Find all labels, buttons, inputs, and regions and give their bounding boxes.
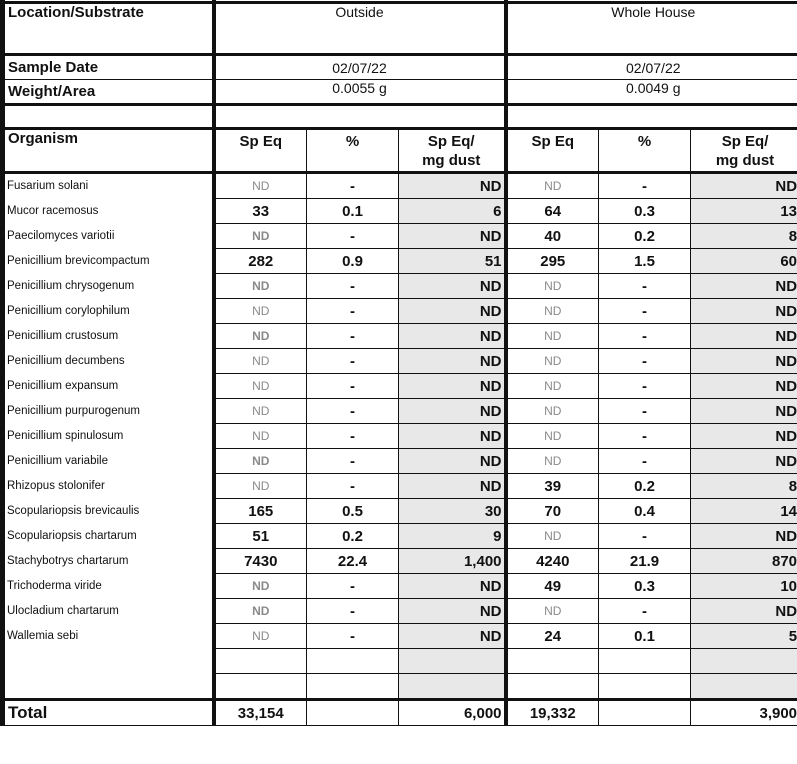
- sample1-percent: -: [307, 624, 399, 649]
- sample1-speq: ND: [214, 173, 307, 199]
- location-row: [3, 3, 797, 55]
- organism-name: Fusarium solani: [3, 173, 214, 199]
- sample2-density: 60: [691, 249, 797, 274]
- sample2-percent: 0.4: [599, 499, 691, 524]
- sample1-density: ND: [399, 624, 506, 649]
- sample1-density: 30: [399, 499, 506, 524]
- organism-name: Scopulariopsis chartarum: [3, 524, 214, 549]
- weight-row: [3, 80, 797, 105]
- location-label: Location/Substrate: [3, 3, 214, 55]
- sample2-speq: ND: [506, 299, 599, 324]
- sample1-percent: -: [307, 399, 399, 424]
- table-row: [3, 624, 797, 649]
- sample2-percent: -: [599, 274, 691, 299]
- sample-date-row: [3, 55, 797, 80]
- sample2-percent: 0.3: [599, 199, 691, 224]
- table-row: [3, 399, 797, 424]
- sample1-speq-header: Sp Eq: [214, 129, 307, 173]
- sample1-total-density: 6,000: [399, 700, 506, 726]
- sample1-speq: 51: [214, 524, 307, 549]
- sample1-speq: ND: [214, 399, 307, 424]
- sample2-speq: 24: [506, 624, 599, 649]
- table-row: [3, 574, 797, 599]
- organism-name: Penicillium crustosum: [3, 324, 214, 349]
- empty-speq-cell: [214, 649, 307, 674]
- table-row: [3, 349, 797, 374]
- sample1-density: ND: [399, 474, 506, 499]
- sample2-total-speq: 19,332: [506, 700, 599, 726]
- sample2-percent-header: %: [599, 129, 691, 173]
- sample2-percent: 0.2: [599, 474, 691, 499]
- sample2-percent: -: [599, 173, 691, 199]
- sample2-speq: ND: [506, 173, 599, 199]
- sample2-density: ND: [691, 349, 797, 374]
- organism-name: Penicillium variabile: [3, 449, 214, 474]
- sample2-density: ND: [691, 449, 797, 474]
- sample1-density: ND: [399, 399, 506, 424]
- sample2-speq: ND: [506, 599, 599, 624]
- sample2-percent: 1.5: [599, 249, 691, 274]
- sample2-total-percent: [599, 700, 691, 726]
- sample1-percent-header: %: [307, 129, 399, 173]
- sample1-percent: -: [307, 173, 399, 199]
- sample1-speq: ND: [214, 299, 307, 324]
- organism-name: Paecilomyces variotii: [3, 224, 214, 249]
- sample1-speq: 33: [214, 199, 307, 224]
- sample1-location: Outside: [214, 3, 506, 55]
- sample1-percent: 0.9: [307, 249, 399, 274]
- sample1-density-header: [399, 129, 506, 173]
- sample2-density: ND: [691, 274, 797, 299]
- sample1-date: 02/07/22: [214, 55, 506, 80]
- sample2-speq: 70: [506, 499, 599, 524]
- density-header-line1: Sp Eq/: [427, 133, 475, 150]
- sample2-percent: -: [599, 399, 691, 424]
- sample1-density: ND: [399, 574, 506, 599]
- sample1-percent: 0.1: [307, 199, 399, 224]
- table-row: [3, 224, 797, 249]
- sample2-density: ND: [691, 299, 797, 324]
- sample1-density: 51: [399, 249, 506, 274]
- sample1-density: ND: [399, 224, 506, 249]
- sample2-date: 02/07/22: [506, 55, 797, 80]
- sample2-percent: -: [599, 299, 691, 324]
- sample2-density: 14: [691, 499, 797, 524]
- density-header-line1: Sp Eq/: [721, 133, 769, 150]
- sample1-density: ND: [399, 274, 506, 299]
- sample1-density: ND: [399, 299, 506, 324]
- sample-date-label: Sample Date: [3, 55, 214, 80]
- sample1-percent: -: [307, 599, 399, 624]
- empty-speq-cell: [506, 674, 599, 700]
- sample1-speq: ND: [214, 624, 307, 649]
- sample2-speq: 39: [506, 474, 599, 499]
- sample1-speq: ND: [214, 274, 307, 299]
- sample1-density: ND: [399, 424, 506, 449]
- organism-name: Penicillium chrysogenum: [3, 274, 214, 299]
- sample2-weight: 0.0049 g: [506, 80, 797, 105]
- sample2-percent: -: [599, 599, 691, 624]
- sample2-density: ND: [691, 399, 797, 424]
- sample2-density-header: [691, 129, 797, 173]
- sample2-speq: 49: [506, 574, 599, 599]
- sample1-percent: -: [307, 299, 399, 324]
- organism-name: Penicillium brevicompactum: [3, 249, 214, 274]
- sample1-percent: 0.2: [307, 524, 399, 549]
- sample2-density: 10: [691, 574, 797, 599]
- sample1-speq: ND: [214, 574, 307, 599]
- sample1-total-speq: 33,154: [214, 700, 307, 726]
- organism-name: Stachybotrys chartarum: [3, 549, 214, 574]
- weight-label: Weight/Area: [3, 80, 214, 105]
- sample2-speq: ND: [506, 449, 599, 474]
- sample2-speq: ND: [506, 374, 599, 399]
- sample2-total-density: 3,900: [691, 700, 797, 726]
- sample1-speq: 165: [214, 499, 307, 524]
- table-row: [3, 324, 797, 349]
- sample1-speq: ND: [214, 449, 307, 474]
- table-row: [3, 499, 797, 524]
- empty-row: [3, 649, 797, 674]
- empty-percent-cell: [599, 674, 691, 700]
- table-row: [3, 199, 797, 224]
- sample1-percent: -: [307, 449, 399, 474]
- empty-density-cell: [399, 674, 506, 700]
- organism-name: Penicillium purpurogenum: [3, 399, 214, 424]
- sample2-speq: 64: [506, 199, 599, 224]
- sample2-location: Whole House: [506, 3, 797, 55]
- table-row: [3, 374, 797, 399]
- organism-name: Rhizopus stolonifer: [3, 474, 214, 499]
- sample1-speq: ND: [214, 224, 307, 249]
- sample1-percent: 22.4: [307, 549, 399, 574]
- table-row: [3, 299, 797, 324]
- sample1-density: ND: [399, 324, 506, 349]
- sample1-percent: 0.5: [307, 499, 399, 524]
- sample2-speq: 295: [506, 249, 599, 274]
- sample1-percent: -: [307, 374, 399, 399]
- sample2-speq: 40: [506, 224, 599, 249]
- sample2-density: 5: [691, 624, 797, 649]
- sample2-speq: ND: [506, 274, 599, 299]
- sample1-speq: ND: [214, 374, 307, 399]
- sample2-density: 8: [691, 474, 797, 499]
- empty-percent-cell: [599, 649, 691, 674]
- table-row: [3, 173, 797, 199]
- sample2-speq-header: Sp Eq: [506, 129, 599, 173]
- sample2-percent: -: [599, 449, 691, 474]
- sample1-percent: -: [307, 324, 399, 349]
- sample1-speq: ND: [214, 349, 307, 374]
- sample1-density: 6: [399, 199, 506, 224]
- sample2-density: 8: [691, 224, 797, 249]
- organism-name: Ulocladium chartarum: [3, 599, 214, 624]
- spacer-row: [3, 105, 797, 129]
- table-row: [3, 474, 797, 499]
- organism-name: Penicillium spinulosum: [3, 424, 214, 449]
- density-header-line2: mg dust: [422, 152, 481, 169]
- sample1-percent: -: [307, 474, 399, 499]
- sample2-percent: 0.1: [599, 624, 691, 649]
- organism-name: Penicillium decumbens: [3, 349, 214, 374]
- sample2-density: 13: [691, 199, 797, 224]
- density-header-line2: mg dust: [715, 152, 775, 169]
- sample1-density: 9: [399, 524, 506, 549]
- table-row: [3, 599, 797, 624]
- organism-name: Trichoderma viride: [3, 574, 214, 599]
- sample2-percent: -: [599, 349, 691, 374]
- sample1-speq: ND: [214, 474, 307, 499]
- sample2-percent: 0.3: [599, 574, 691, 599]
- empty-density-cell: [691, 649, 797, 674]
- table-row: [3, 549, 797, 574]
- sample2-density: 870: [691, 549, 797, 574]
- sample1-density: 1,400: [399, 549, 506, 574]
- sample1-speq: ND: [214, 424, 307, 449]
- empty-row: [3, 674, 797, 700]
- sample1-density: ND: [399, 449, 506, 474]
- table-row: [3, 424, 797, 449]
- total-row: [3, 700, 797, 726]
- sample2-percent: -: [599, 424, 691, 449]
- sample1-density: ND: [399, 173, 506, 199]
- sample1-percent: -: [307, 224, 399, 249]
- organism-header: Organism: [3, 129, 214, 173]
- sample1-percent: -: [307, 424, 399, 449]
- sample2-density: ND: [691, 524, 797, 549]
- total-label: Total: [3, 700, 214, 726]
- table-row: [3, 274, 797, 299]
- sample2-speq: ND: [506, 324, 599, 349]
- sample2-percent: -: [599, 524, 691, 549]
- organism-name: Penicillium expansum: [3, 374, 214, 399]
- sample2-speq: ND: [506, 349, 599, 374]
- sample2-speq: ND: [506, 399, 599, 424]
- sample2-density: ND: [691, 324, 797, 349]
- empty-speq-cell: [214, 674, 307, 700]
- table-row: [3, 524, 797, 549]
- sample1-total-percent: [307, 700, 399, 726]
- sample1-speq: 282: [214, 249, 307, 274]
- organism-name: Wallemia sebi: [3, 624, 214, 649]
- sample1-density: ND: [399, 349, 506, 374]
- sample2-density: ND: [691, 424, 797, 449]
- empty-organism-cell: [3, 649, 214, 674]
- sample2-density: ND: [691, 173, 797, 199]
- sample1-speq: 7430: [214, 549, 307, 574]
- sample2-density: ND: [691, 599, 797, 624]
- sample2-speq: ND: [506, 524, 599, 549]
- empty-organism-cell: [3, 674, 214, 700]
- sample1-speq: ND: [214, 324, 307, 349]
- sample1-weight: 0.0055 g: [214, 80, 506, 105]
- sample2-percent: 21.9: [599, 549, 691, 574]
- empty-speq-cell: [506, 649, 599, 674]
- sample1-density: ND: [399, 374, 506, 399]
- sample2-percent: 0.2: [599, 224, 691, 249]
- sample2-percent: -: [599, 324, 691, 349]
- organism-name: Scopulariopsis brevicaulis: [3, 499, 214, 524]
- sample2-speq: ND: [506, 424, 599, 449]
- sample2-speq: 4240: [506, 549, 599, 574]
- organism-name: Penicillium corylophilum: [3, 299, 214, 324]
- sample1-speq: ND: [214, 599, 307, 624]
- sample2-density: ND: [691, 374, 797, 399]
- empty-percent-cell: [307, 649, 399, 674]
- column-header-row: [3, 129, 797, 173]
- empty-density-cell: [399, 649, 506, 674]
- organism-name: Mucor racemosus: [3, 199, 214, 224]
- table-row: [3, 449, 797, 474]
- sample1-percent: -: [307, 574, 399, 599]
- empty-density-cell: [691, 674, 797, 700]
- empty-percent-cell: [307, 674, 399, 700]
- table-row: [3, 249, 797, 274]
- sample2-percent: -: [599, 374, 691, 399]
- sample1-percent: -: [307, 349, 399, 374]
- sample1-percent: -: [307, 274, 399, 299]
- sample1-density: ND: [399, 599, 506, 624]
